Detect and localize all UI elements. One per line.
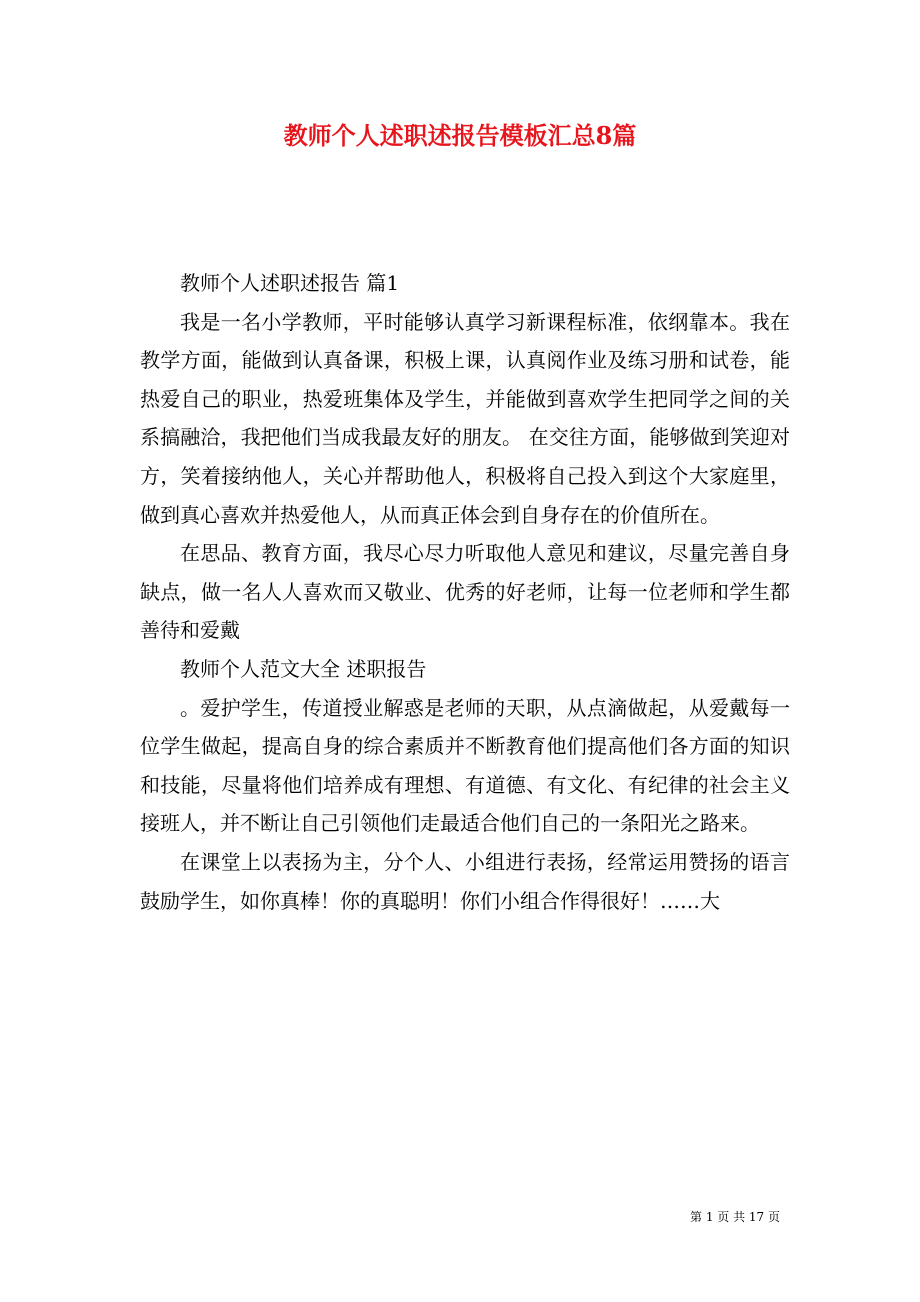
document-body [140,264,790,920]
paragraph: 在思品、教育方面，我尽心尽力听取他人意见和建议，尽量完善自身缺点，做一名人人喜欢而又敬业、优秀的好老师，让每一位老师和学生都善待和爱戴 [140,541,790,643]
paragraph: 。爱护学生，传道授业解惑是老师的天职，从点滴做起，从爱戴每一位学生做起，提高自身的综合素质并不断教育他们提高他们各方面的知识和技能，尽量将他们培养成有理想、有道德、有文化、有纪律的社会主义接班人，并不断让自己引领他们走最适合他们自己的一条阳光之路来。 [140,695,790,836]
paragraph: 我是一名小学教师，平时能够认真学习新课程标准，依纲靠本。我在教学方面，能做到认真备课，积极上课，认真阅作业及练习册和试卷，能热爱自己的职业，热爱班集体及学生，并能做到喜欢学生把同学之间的关系搞融洽，我把他们当成我最友好的朋友。 在交往方面，能够做到笑迎对方，笑着接纳他人，关心并帮助他人，积极将自己投入到这个大家庭里，做到真心喜欢并热爱他人，从而真正体会到自身存在的价值所在。 [140,309,790,527]
document-title: 教师个人述职述报告模板汇总8篇 [283,121,637,150]
section-heading: 教师个人述职述报告 篇1 [180,271,400,295]
page-number: 第 1 页 共 17 页 [690,1210,780,1224]
section-heading: 教师个人范文大全 述职报告 [180,656,427,681]
paragraph: 在课堂上以表扬为主，分个人、小组进行表扬，经常运用赞扬的语言鼓励学生，如你真棒！你的真聪明！你们小组合作得很好！……大 [140,849,790,913]
